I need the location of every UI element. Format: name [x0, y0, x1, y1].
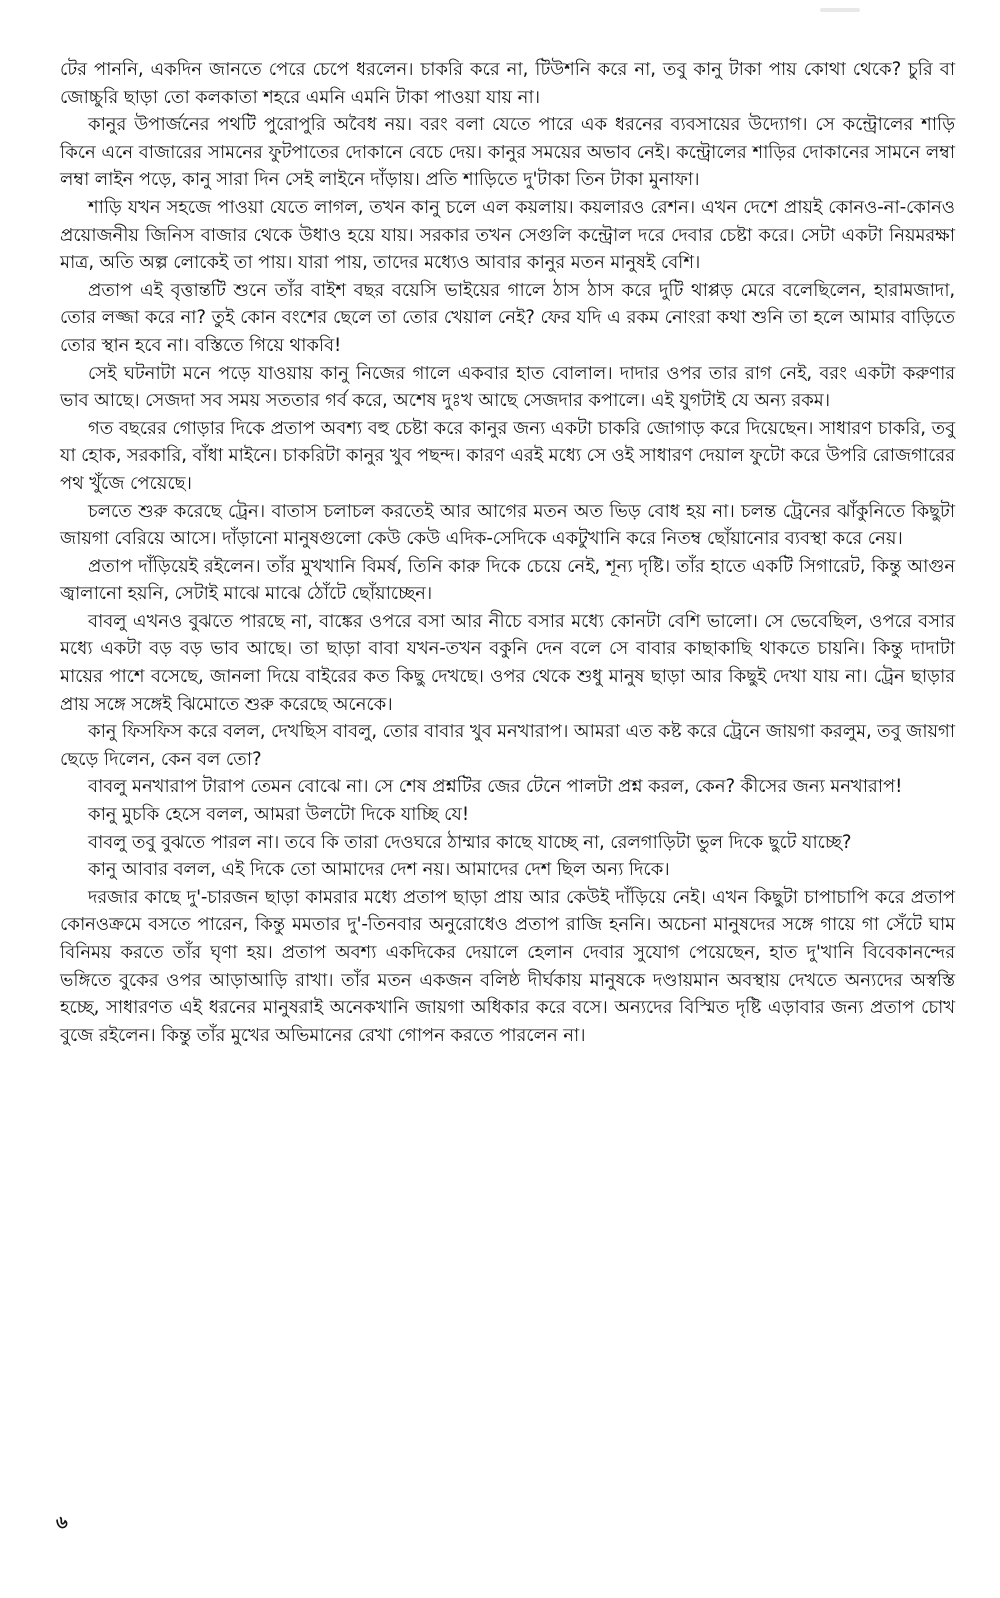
paragraph: কানু মুচকি হেসে বলল, আমরা উলটো দিকে যাচ্ছি যে!	[88, 804, 469, 826]
paragraph: দরজার কাছে দু'-চারজন ছাড়া কামরার মধ্যে প্রতাপ ছাড়া প্রায় আর কেউই দাঁড়িয়ে নেই। এখন কিছুটা চাপাচাপি করে প্রতাপ কোনওক্রমে বসতে পারেন, কিন্তু মমতার দু'-তিনবার অনুরোধেও প্রতাপ রাজি হননি। অচেনা মানুষদের সঙ্গে গায়ে গা সেঁটে ঘাম বিনিময় করতে তাঁর ঘৃণা হয়। প্রতাপ অবশ্য একদিকের দেয়ালে হেলান দেবার সুযোগ পেয়েছেন, হাত দু'খানি বিবেকানন্দের ভঙ্গিতে বুকের ওপর আড়াআড়ি রাখা। তাঁর মতন একজন বলিষ্ঠ দীর্ঘকায় মানুষকে দণ্ডায়মান অবস্থায় দেখতে অন্যদের অস্বস্তি হচ্ছে, সাধারণত এই ধরনের মানুষরাই অনেকখানি জায়গা অধিকার করে বসে। অন্যদের বিস্মিত দৃষ্টি এড়াবার জন্য প্রতাপ চোখ বুজে রইলেন। কিন্তু তাঁর মুখের অভিমানের রেখা গোপন করতে পারলেন না।	[60, 886, 955, 1046]
paragraph: বাবলু এখনও বুঝতে পারছে না, বাঙ্কের ওপরে বসা আর নীচে বসার মধ্যে কোনটা বেশি ভালো। সে ভেবেছিল, ওপরে বসার মধ্যে একটা বড় বড় ভাব আছে। তা ছাড়া বাবা যখন-তখন বকুনি দেন বলে সে বাবার কাছাকাছি থাকতে চায়নি। কিন্তু দাদাটা মায়ের পাশে বসেছে, জানলা দিয়ে বাইরের কত কিছু দেখছে। ওপর থেকে শুধু মানুষ ছাড়া আর কিছুই দেখা যায় না। ট্রেন ছাড়ার প্রায় সঙ্গে সঙ্গেই ঝিমোতে শুরু করেছে অনেকে।	[60, 610, 955, 715]
paragraph: শাড়ি যখন সহজে পাওয়া যেতে লাগল, তখন কানু চলে এল কয়লায়। কয়লারও রেশন। এখন দেশে প্রায়ই কোনও-না-কোনও প্রয়োজনীয় জিনিস বাজার থেকে উধাও হয়ে যায়। সরকার তখন সেগুলি কন্ট্রোল দরে দেবার চেষ্টা করে। সেটা একটা নিয়মরক্ষা মাত্র, অতি অল্প লোকেই তা পায়। যারা পায়, তাদের মধ্যেও আবার কানুর মতন মানুষই বেশি।	[60, 196, 955, 274]
paragraph: বাবলু মনখারাপ টারাপ তেমন বোঝে না। সে শেষ প্রশ্নটির জের টেনে পালটা প্রশ্ন করল, কেন? কীসের জন্য মনখারাপ!	[88, 776, 903, 798]
paragraph: টের পাননি, একদিন জানতে পেরে চেপে ধরলেন। চাকরি করে না, টিউশনি করে না, তবু কানু টাকা পায় কোথা থেকে? চুরি বা জোচ্চুরি ছাড়া তো কলকাতা শহরে এমনি এমনি টাকা পাওয়া যায় না।	[60, 59, 955, 108]
page-header-mark	[820, 8, 860, 12]
paragraph: সেই ঘটনাটা মনে পড়ে যাওয়ায় কানু নিজের গালে একবার হাত বোলাল। দাদার ওপর তার রাগ নেই, বরং একটা করুণার ভাব আছে। সেজদা সব সময় সততার গর্ব করে, অশেষ দুঃখ আছে সেজদার কপালে। এই যুগটাই যে অন্য রকম।	[60, 362, 955, 412]
paragraph: কানু ফিসফিস করে বলল, দেখছিস বাবলু, তোর বাবার খুব মনখারাপ। আমরা এত কষ্ট করে ট্রেনে জায়গা করলুম, তবু জায়গা ছেড়ে দিলেন, কেন বল তো?	[60, 721, 955, 770]
paragraph: কানু আবার বলল, এই দিকে তো আমাদের দেশ নয়। আমাদের দেশ ছিল অন্য দিকে।	[88, 859, 670, 881]
page-body	[60, 56, 955, 1049]
paragraph: কানুর উপার্জনের পথটি পুরোপুরি অবৈধ নয়। বরং বলা যেতে পারে এক ধরনের ব্যবসায়ের উদ্যোগ। সে কন্ট্রোলের শাড়ি কিনে এনে বাজারের সামনের ফুটপাতের দোকানে বেচে দেয়। কানুর সময়ের অভাব নেই। কন্ট্রোলের শাড়ির দোকানের সামনে লম্বা লম্বা লাইন পড়ে, কানু সারা দিন সেই লাইনে দাঁড়ায়। প্রতি শাড়িতে দু'টাকা তিন টাকা মুনাফা।	[60, 114, 955, 191]
paragraph: প্রতাপ দাঁড়িয়েই রইলেন। তাঁর মুখখানি বিমর্ষ, তিনি কারু দিকে চেয়ে নেই, শূন্য দৃষ্টি। তাঁর হাতে একটি সিগারেট, কিন্তু আগুন জ্বালানো হয়নি, সেটাই মাঝে মাঝে ঠোঁটে ছোঁয়াচ্ছেন।	[60, 555, 955, 605]
paragraph: বাবলু তবু বুঝতে পারল না। তবে কি তারা দেওঘরে ঠাম্মার কাছে যাচ্ছে না, রেলগাড়িটা ভুল দিকে ছুটে যাচ্ছে?	[88, 831, 852, 853]
page-number: ৬	[56, 1512, 68, 1533]
paragraph: চলতে শুরু করেছে ট্রেন। বাতাস চলাচল করতেই আর আগের মতন অত ভিড় বোধ হয় না। চলন্ত ট্রেনের ঝাঁকুনিতে কিছুটা জায়গা বেরিয়ে আসে। দাঁড়ানো মানুষগুলো কেউ কেউ এদিক-সেদিকে একটুখানি করে নিতম্ব ছোঁয়ানোর ব্যবস্থা করে নেয়।	[60, 500, 955, 550]
paragraph: প্রতাপ এই বৃত্তান্তটি শুনে তাঁর বাইশ বছর বয়েসি ভাইয়ের গালে ঠাস ঠাস করে দুটি থাপ্পড় মেরে বলেছিলেন, হারামজাদা, তোর লজ্জা করে না? তুই কোন বংশের ছেলে তা তোর খেয়াল নেই? ফের যদি এ রকম নোংরা কথা শুনি তা হলে আমার বাড়িতে তোর স্থান হবে না। বস্তিতে গিয়ে থাকবি!	[60, 279, 955, 356]
paragraph: গত বছরের গোড়ার দিকে প্রতাপ অবশ্য বহু চেষ্টা করে কানুর জন্য একটা চাকরি জোগাড় করে দিয়েছেন। সাধারণ চাকরি, তবু যা হোক, সরকারি, বাঁধা মাইনে। চাকরিটা কানুর খুব পছন্দ। কারণ এরই মধ্যে সে ওই সাধারণ দেয়াল ফুটো করে উপরি রোজগারের পথ খুঁজে পেয়েছে।	[60, 417, 955, 494]
